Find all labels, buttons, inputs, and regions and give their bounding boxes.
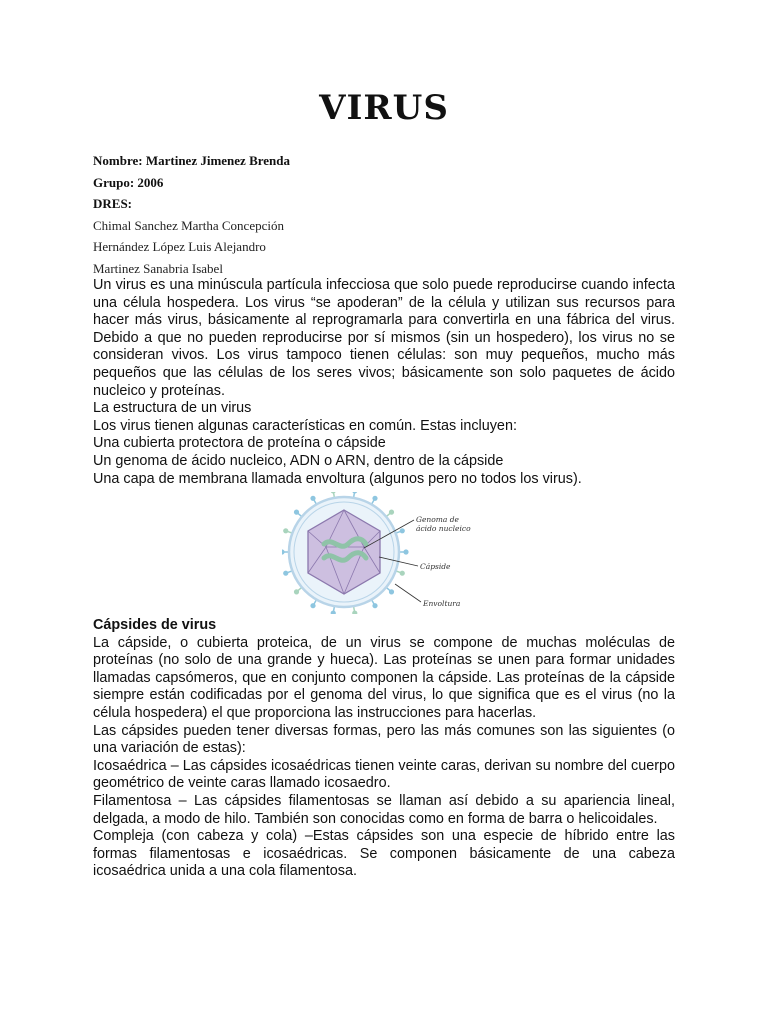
envelope-label: Envoltura — [423, 599, 461, 608]
spike-head — [294, 589, 299, 594]
spike-head — [400, 528, 405, 533]
spike-head — [352, 610, 357, 614]
spike-head — [400, 571, 405, 576]
spike-head — [283, 528, 288, 533]
spike-head — [352, 492, 357, 494]
spike-head — [331, 610, 336, 614]
virus-diagram-svg — [282, 492, 492, 614]
intro-section — [93, 277, 675, 488]
body-paragraph: Filamentosa – Las cápsides filamentosas se llaman así debido a su apariencia lineal, delgada, a modo de hilo. También son conocidas como en forma de barra o helicoidales. — [93, 792, 675, 827]
spike-head — [282, 549, 285, 554]
teachers-heading: DRES: — [93, 196, 133, 211]
structure-heading: La estructura de un virus — [93, 400, 252, 417]
spike-head — [294, 510, 299, 515]
spike-head — [283, 571, 288, 576]
spike-head — [372, 603, 377, 608]
spike-head — [389, 510, 394, 515]
group-label: Grupo: 2006 — [93, 174, 164, 190]
virus-diagram — [282, 492, 492, 614]
teacher-name: Martinez Sanabria Isabel — [93, 260, 223, 276]
teacher-name: Hernández López Luis Alejandro — [93, 239, 266, 254]
capsid-label: Cápside — [420, 562, 451, 571]
body-paragraph: Las cápsides pueden tener diversas formas, pero las más comunes son las siguientes (o una variación de estas): — [93, 722, 675, 757]
capsid-section — [93, 617, 675, 881]
list-item: Una cubierta protectora de proteína o cápside — [93, 435, 386, 452]
teacher-name: Chimal Sanchez Martha Concepción — [93, 217, 284, 233]
author-block — [93, 150, 683, 279]
body-paragraph: Icosaédrica – Las cápsides icosaédricas tienen veinte caras, derivan su nombre del cuerpo geométrico de veinte caras llamado icosaedro. — [93, 757, 675, 792]
genome-label: ácido nucleico — [416, 524, 471, 533]
section-heading: Cápsides de virus — [93, 617, 217, 633]
spike-head — [372, 496, 377, 501]
intro-paragraph: Un virus es una minúscula partícula infecciosa que solo puede reproducirse cuando infecta una célula hospedera. Los virus “se apoderan” de la célula y utilizan sus recursos para hacer más virus, básicamente al reprogramarla para convertirla en una fábrica del virus. Debido a que no pueden reproducirse por sí mismos (sin un hospedero), los virus no se consideran vivos. Los virus tampoco tienen células: son muy pequeños, mucho más pequeños que las células de los seres vivos; básicamente son solo paquetes de ácido nucleico y proteínas. — [93, 277, 675, 399]
body-line: Los virus tienen algunas características en común. Estas incluyen: — [93, 417, 517, 434]
author-name: Nombre: Martinez Jimenez Brenda — [93, 153, 290, 168]
body-paragraph: La cápside, o cubierta proteica, de un virus se compone de muchas moléculas de proteínas (no solo de una grande y hueca). Las proteínas se unen para formar unidades llamadas capsómeros, que en conjunto componen la cápside. Las proteínas de la cápside siempre están codificadas por el genoma del virus, lo que significa que es el virus (no la célula hospedera) el que proporciona las instrucciones para hacerlas. — [93, 634, 675, 721]
spike-head — [403, 549, 408, 554]
spike-head — [310, 603, 315, 608]
spike-head — [389, 589, 394, 594]
body-paragraph: Compleja (con cabeza y cola) –Estas cápsides son una especie de híbrido entre las formas filamentosas e icosaédricas. Se componen básicamente de una cabeza icosaédrica unida a una cola filamentosa. — [93, 828, 675, 880]
document-title: VIRUS — [319, 88, 449, 128]
list-item: Un genoma de ácido nucleico, ADN o ARN, dentro de la cápside — [93, 452, 504, 469]
spike-head — [310, 496, 315, 501]
spike-head — [331, 492, 336, 494]
list-item: Una capa de membrana llamada envoltura (algunos pero no todos los virus). — [93, 470, 582, 487]
genome-label: Genoma de — [416, 515, 459, 524]
